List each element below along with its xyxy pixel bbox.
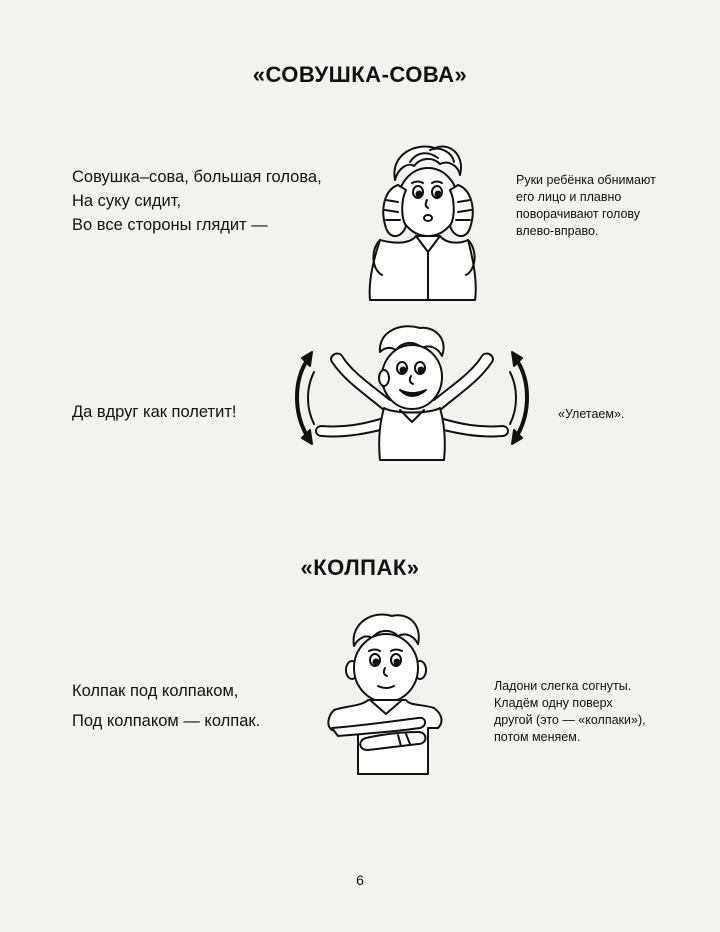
- note-line: «Улетаем».: [558, 407, 625, 421]
- boy-holding-head-icon: [340, 140, 490, 305]
- verse-line: Совушка–сова, большая голова,: [72, 168, 322, 186]
- instruction-note-kolpak: [494, 678, 646, 746]
- verse-line: Да вдруг как полетит!: [72, 403, 237, 421]
- verse-kolpak: [72, 676, 260, 736]
- note-line: Ладони слегка согнуты.: [494, 679, 632, 693]
- verse-line: На суку сидит,: [72, 192, 182, 210]
- instruction-note-sovushka: [516, 172, 656, 240]
- verse-line: Под колпаком — колпак.: [72, 712, 261, 730]
- note-line: Кладём одну поверх: [494, 696, 613, 710]
- note-line: его лицо и плавно: [516, 190, 622, 204]
- note-line: влево-вправо.: [516, 224, 599, 238]
- instruction-note-fly: [558, 406, 624, 423]
- note-line: Руки ребёнка обнимают: [516, 173, 656, 187]
- page-number: 6: [356, 872, 364, 888]
- note-line: поворачивают голову: [516, 207, 641, 221]
- note-line: другой (это — «колпаки»),: [494, 713, 646, 727]
- section-title-kolpak: «КОЛПАК»: [300, 555, 420, 580]
- verse-polетит: [72, 400, 236, 424]
- note-line: потом меняем.: [494, 730, 581, 744]
- verse-line: Во все стороны глядит —: [72, 216, 268, 234]
- section-title-sovushka: «СОВУШКА-СОВА»: [252, 62, 468, 87]
- verse-line: Колпак под колпаком,: [72, 682, 239, 700]
- boy-flapping-arms-icon: [292, 322, 532, 467]
- verse-sovushka: [72, 165, 322, 237]
- boy-crossed-arms-icon: [318, 610, 448, 780]
